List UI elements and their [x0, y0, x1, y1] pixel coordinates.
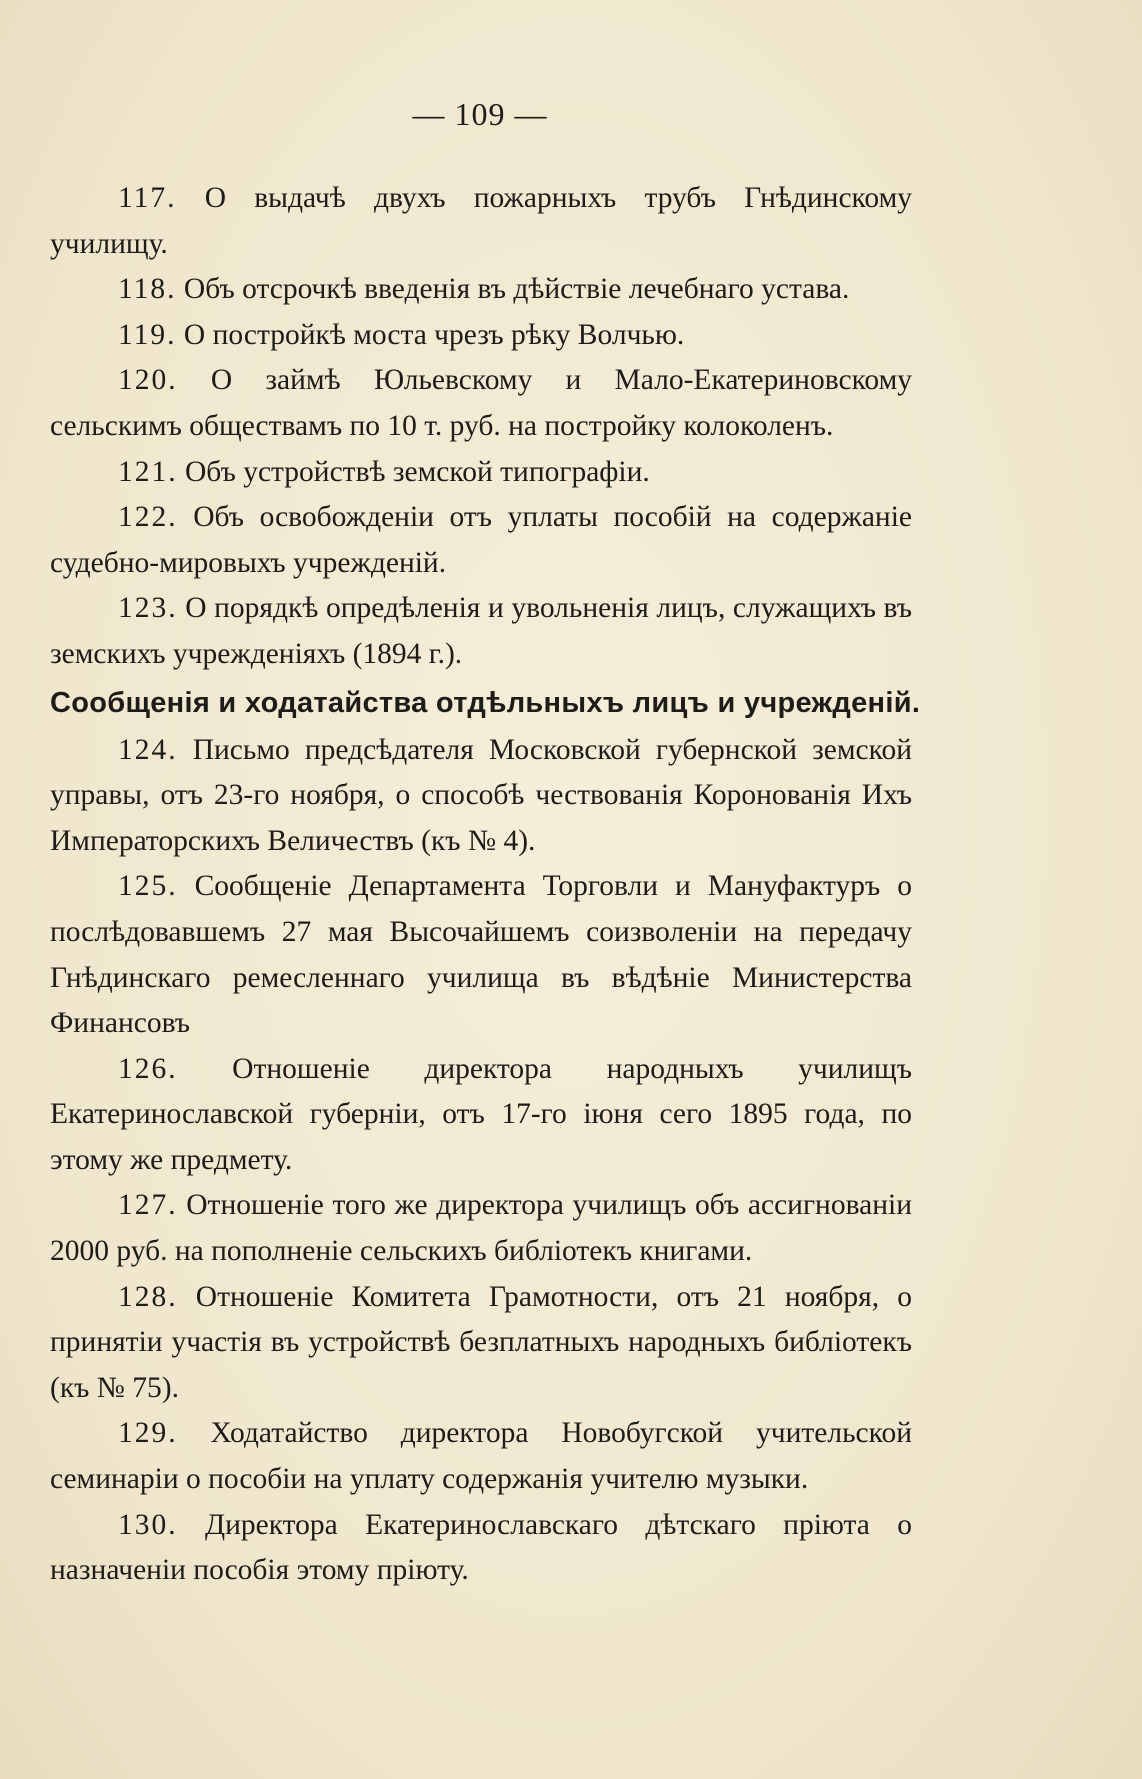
item-text: Сообщеніе Департамента Торговли и Мануфактуръ о послѣдовавшемъ 27 мая Высочайшемъ соизволеніи на передачу Гнѣдинскаго ремесленнаго училища въ вѣдѣніе Министерства Финансовъ	[50, 870, 912, 1040]
item-text: Письмо предсѣдателя Московской губернской земской управы, отъ 23-го ноября, о способѣ чествованія Коронованія Ихъ Императорскихъ Величествъ (къ № 4).	[50, 733, 913, 857]
item-text: Отношеніе того же директора училищъ объ ассигнованіи 2000 руб. на пополненіе сельскихъ библіотекъ книгами.	[50, 1189, 912, 1268]
item-number: 119.	[118, 318, 177, 351]
item-number: 126.	[118, 1052, 178, 1085]
item-number: 122.	[118, 501, 178, 534]
item-number: 123.	[118, 592, 178, 625]
list-item-126	[50, 1047, 912, 1184]
item-number: 118.	[118, 273, 177, 306]
item-number: 128.	[118, 1280, 178, 1313]
section-heading: Сообщенія и ходатайства отдѣльныхъ лицъ и учрежденій.	[50, 686, 921, 719]
list-item-121	[50, 450, 912, 496]
item-text: Объ устройствѣ земской типографіи.	[185, 455, 650, 488]
item-text: Отношеніе директора народныхъ училищъ Екатеринославской губерніи, отъ 17-го іюня сего 1895 года, по этому же предмету.	[50, 1052, 912, 1176]
list-item-119	[50, 313, 912, 359]
list-item-123	[50, 586, 912, 677]
item-text: Отношеніе Комитета Грамотности, отъ 21 ноября, о принятіи участія въ устройствѣ безплатныхъ народныхъ библіотекъ (къ № 75).	[50, 1280, 912, 1404]
item-text: О выдачѣ двухъ пожарныхъ трубъ Гнѣдинскому училищу.	[50, 182, 912, 260]
item-number: 127.	[118, 1189, 178, 1222]
item-text: Объ отсрочкѣ введенія въ дѣйствіе лечебнаго устава.	[183, 273, 850, 306]
item-text: Объ освобожденіи отъ уплаты пособій на содержаніе судебно-мировыхъ учрежденій.	[50, 501, 912, 579]
item-text: О постройкѣ моста чрезъ рѣку Волчью.	[183, 318, 685, 351]
list-item-120	[50, 358, 912, 449]
item-number: 120.	[118, 364, 178, 397]
item-number: 121.	[118, 455, 178, 488]
list-item-124	[50, 728, 912, 865]
page-number: — 109 —	[412, 96, 548, 132]
page-body	[50, 176, 921, 1594]
item-number: 117.	[118, 182, 177, 214]
list-item-128	[50, 1275, 912, 1412]
item-text: Директора Екатеринославскаго дѣтскаго пріюта о назначеніи пособія этому пріюту.	[50, 1508, 913, 1587]
list-item-130	[50, 1503, 912, 1594]
item-text: О займѣ Юльевскому и Мало-Екатериновскому сельскимъ обществамъ по 10 т. руб. на постройку колоколенъ.	[50, 364, 913, 442]
item-number: 130.	[118, 1508, 178, 1541]
list-item-125	[50, 864, 912, 1046]
item-number: 125.	[118, 870, 178, 903]
list-item-122	[50, 495, 912, 586]
list-item-118	[50, 267, 912, 313]
list-item-127	[50, 1183, 912, 1274]
item-text: Ходатайство директора Новобугской учительской семинаріи о пособіи на уплату содержанія учителю музыки.	[50, 1417, 912, 1496]
item-text: О порядкѣ опредѣленія и увольненія лицъ, служащихъ въ земскихъ учрежденіяхъ (1894 г.).	[50, 592, 913, 670]
item-number: 129.	[118, 1417, 178, 1450]
list-item-129	[50, 1411, 912, 1502]
item-number: 124.	[118, 733, 178, 766]
list-item-117	[50, 176, 912, 267]
